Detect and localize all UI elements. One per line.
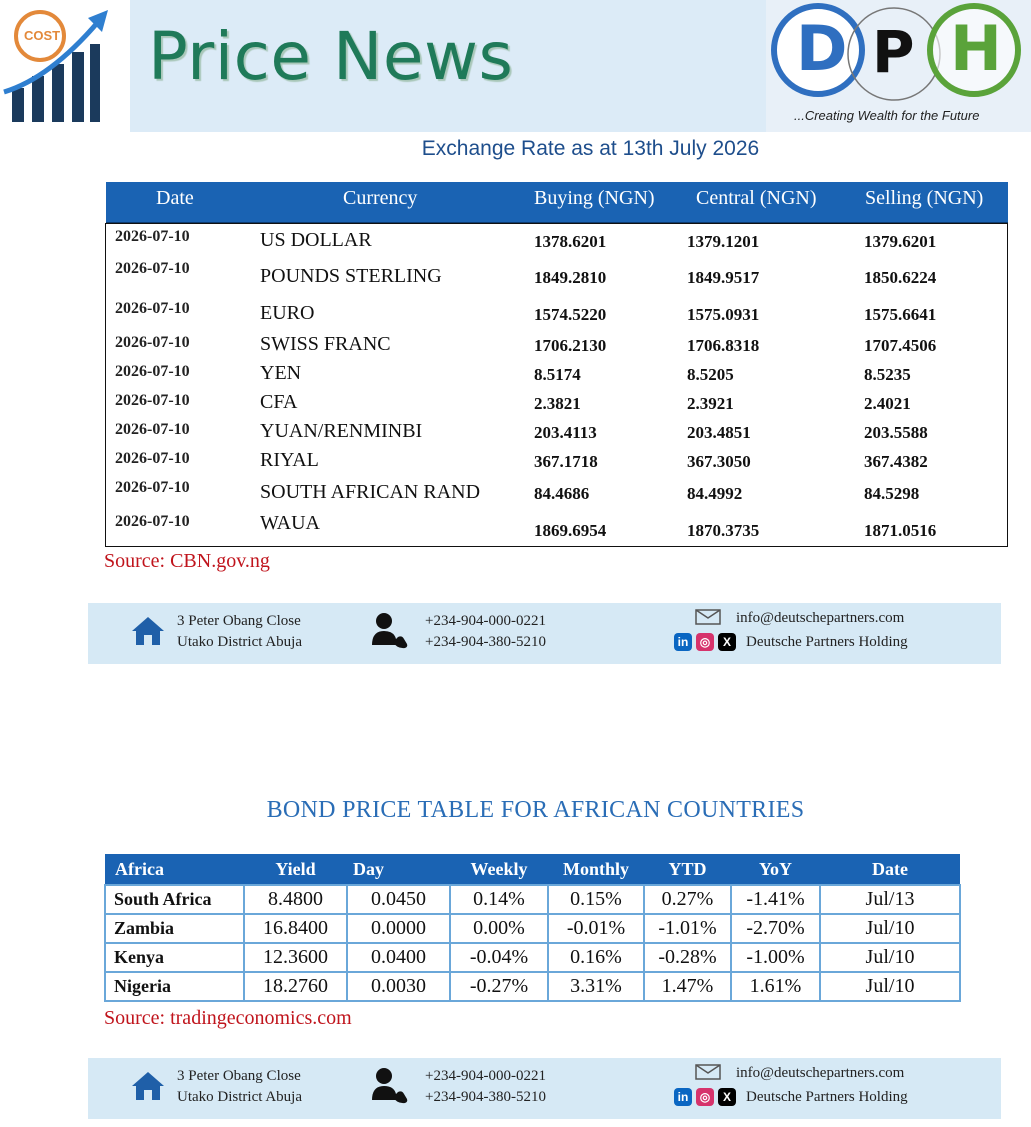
bond-col-date: Date: [820, 854, 960, 885]
address-line-2: Utako District Abuja: [177, 1089, 302, 1105]
person-phone-icon: [370, 609, 414, 653]
fx-col-buying: Buying (NGN): [534, 187, 655, 209]
bond-date: Jul/10: [820, 972, 960, 1001]
bond-weekly: 0.14%: [450, 885, 548, 914]
fx-selling: 2.4021: [864, 394, 911, 413]
fx-currency: US DOLLAR: [260, 229, 372, 251]
bond-yield: 8.4800: [244, 885, 347, 914]
instagram-icon[interactable]: ◎: [696, 633, 714, 651]
fx-selling: 8.5235: [864, 365, 911, 384]
dph-letter-d: D: [796, 12, 848, 85]
address-line-1: 3 Peter Obang Close: [177, 1068, 301, 1084]
bond-col-monthly: Monthly: [548, 854, 644, 885]
fx-selling: 367.4382: [864, 452, 928, 471]
tagline: ...Creating Wealth for the Future: [794, 108, 980, 123]
dph-letter-h: H: [950, 12, 1002, 85]
fx-date: 2026-07-10: [115, 450, 190, 467]
bond-yield: 18.2760: [244, 972, 347, 1001]
bond-yield: 16.8400: [244, 914, 347, 943]
fx-date: 2026-07-10: [115, 260, 190, 277]
fx-central: 1706.8318: [687, 336, 760, 355]
page-title: Price News: [148, 18, 514, 95]
bond-country: Kenya: [105, 943, 244, 972]
bond-monthly: 0.16%: [548, 943, 644, 972]
bond-monthly: 0.15%: [548, 885, 644, 914]
fx-central: 1849.9517: [687, 268, 760, 287]
bond-ytd: 1.47%: [644, 972, 731, 1001]
fx-selling: 84.5298: [864, 484, 920, 503]
bond-yoy: 1.61%: [731, 972, 820, 1001]
fx-buying: 2.3821: [534, 394, 581, 413]
fx-buying: 84.4686: [534, 484, 590, 503]
fx-currency: EURO: [260, 302, 315, 324]
fx-currency: YUAN/RENMINBI: [260, 420, 423, 442]
fx-col-date: Date: [156, 187, 194, 209]
fx-central: 1870.3735: [687, 521, 760, 540]
growth-chart-icon: [0, 0, 130, 128]
fx-central: 203.4851: [687, 423, 751, 442]
fx-central: 2.3921: [687, 394, 734, 413]
x-icon[interactable]: X: [718, 1088, 736, 1106]
bond-country: Zambia: [105, 914, 244, 943]
bond-date: Jul/10: [820, 914, 960, 943]
fx-central: 1575.0931: [687, 305, 760, 324]
fx-col-central: Central (NGN): [696, 187, 817, 209]
bond-source: Source: tradingeconomics.com: [104, 1007, 352, 1029]
bond-header-row: [105, 854, 960, 885]
table-row: [105, 943, 960, 972]
bond-date: Jul/13: [820, 885, 960, 914]
bond-ytd: 0.27%: [644, 885, 731, 914]
fx-date: 2026-07-10: [115, 479, 190, 496]
fx-central: 367.3050: [687, 452, 751, 471]
table-row: [105, 885, 960, 914]
fx-date: 2026-07-10: [115, 513, 190, 530]
fx-buying: 8.5174: [534, 365, 581, 384]
fx-currency: SOUTH AFRICAN RAND: [260, 481, 481, 503]
fx-central: 8.5205: [687, 365, 734, 384]
address-line-2: Utako District Abuja: [177, 634, 302, 650]
fx-buying: 1869.6954: [534, 521, 607, 540]
bond-col-africa: Africa: [105, 854, 244, 885]
email-link[interactable]: info@deutschepartners.com: [736, 610, 905, 626]
bond-monthly: 3.31%: [548, 972, 644, 1001]
social-handle[interactable]: Deutsche Partners Holding: [746, 634, 908, 650]
fx-table-header: [106, 182, 1008, 222]
bond-ytd: -0.28%: [644, 943, 731, 972]
bond-yield: 12.3600: [244, 943, 347, 972]
linkedin-icon[interactable]: in: [674, 633, 692, 651]
fx-source: Source: CBN.gov.ng: [104, 550, 270, 572]
bond-yoy: -1.41%: [731, 885, 820, 914]
contact-bar: [88, 603, 1001, 664]
fx-buying: 1849.2810: [534, 268, 607, 287]
home-icon: [130, 615, 166, 647]
fx-heading: Exchange Rate as at 13th July 2026: [421, 137, 760, 160]
table-row: [105, 914, 960, 943]
fx-buying: 1574.5220: [534, 305, 607, 324]
bond-ytd: -1.01%: [644, 914, 731, 943]
fx-buying: 203.4113: [534, 423, 597, 442]
bond-monthly: -0.01%: [548, 914, 644, 943]
fx-col-currency: Currency: [343, 187, 418, 209]
phone-1[interactable]: +234-904-000-0221: [425, 613, 546, 629]
bond-heading: BOND PRICE TABLE FOR AFRICAN COUNTRIES: [266, 797, 805, 823]
bond-col-yoy: YoY: [731, 854, 820, 885]
home-icon: [130, 1070, 166, 1102]
fx-date: 2026-07-10: [115, 334, 190, 351]
fx-selling: 203.5588: [864, 423, 928, 442]
fx-table-body: [105, 223, 1008, 547]
person-phone-icon: [370, 1064, 414, 1108]
fx-currency: WAUA: [260, 512, 320, 534]
bond-weekly: -0.04%: [450, 943, 548, 972]
bond-day: 0.0000: [347, 914, 450, 943]
fx-central: 84.4992: [687, 484, 743, 503]
fx-buying: 1378.6201: [534, 232, 607, 251]
bond-col-weekly: Weekly: [450, 854, 548, 885]
email-link[interactable]: info@deutschepartners.com: [736, 1065, 905, 1081]
phone-2[interactable]: +234-904-380-5210: [425, 634, 546, 650]
email-icon: [695, 609, 721, 625]
bond-col-yield: Yield: [244, 854, 347, 885]
bond-col-ytd: YTD: [644, 854, 731, 885]
bond-table: [104, 854, 961, 1002]
fx-currency: RIYAL: [260, 449, 319, 471]
bond-country: South Africa: [105, 885, 244, 914]
fx-currency: POUNDS STERLING: [260, 265, 442, 287]
bond-day: 0.0400: [347, 943, 450, 972]
address-line-1: 3 Peter Obang Close: [177, 613, 301, 629]
fx-date: 2026-07-10: [115, 392, 190, 409]
linkedin-icon[interactable]: in: [674, 1088, 692, 1106]
fx-selling: 1379.6201: [864, 232, 937, 251]
cost-logo-text: COST: [24, 28, 61, 43]
fx-date: 2026-07-10: [115, 421, 190, 438]
fx-currency: SWISS FRANC: [260, 333, 391, 355]
bond-col-day: Day: [347, 854, 450, 885]
fx-buying: 1706.2130: [534, 336, 607, 355]
bond-yoy: -1.00%: [731, 943, 820, 972]
fx-selling: 1871.0516: [864, 521, 937, 540]
fx-central: 1379.1201: [687, 232, 760, 251]
fx-date: 2026-07-10: [115, 228, 190, 245]
fx-selling: 1850.6224: [864, 268, 937, 287]
bond-day: 0.0450: [347, 885, 450, 914]
social-handle[interactable]: Deutsche Partners Holding: [746, 1089, 908, 1105]
fx-selling: 1575.6641: [864, 305, 937, 324]
bond-yoy: -2.70%: [731, 914, 820, 943]
dph-letter-p: P: [872, 18, 915, 86]
x-icon[interactable]: X: [718, 633, 736, 651]
bond-date: Jul/10: [820, 943, 960, 972]
instagram-icon[interactable]: ◎: [696, 1088, 714, 1106]
contact-bar: [88, 1058, 1001, 1119]
cost-logo: [0, 0, 130, 128]
email-icon: [695, 1064, 721, 1080]
table-row: [105, 972, 960, 1001]
bond-country: Nigeria: [105, 972, 244, 1001]
bond-weekly: -0.27%: [450, 972, 548, 1001]
fx-currency: YEN: [260, 362, 302, 384]
phone-2[interactable]: +234-904-380-5210: [425, 1089, 546, 1105]
phone-1[interactable]: +234-904-000-0221: [425, 1068, 546, 1084]
fx-selling: 1707.4506: [864, 336, 937, 355]
fx-col-selling: Selling (NGN): [865, 187, 984, 209]
fx-date: 2026-07-10: [115, 300, 190, 317]
bond-day: 0.0030: [347, 972, 450, 1001]
fx-buying: 367.1718: [534, 452, 598, 471]
bond-weekly: 0.00%: [450, 914, 548, 943]
fx-currency: CFA: [260, 391, 298, 413]
fx-date: 2026-07-10: [115, 363, 190, 380]
